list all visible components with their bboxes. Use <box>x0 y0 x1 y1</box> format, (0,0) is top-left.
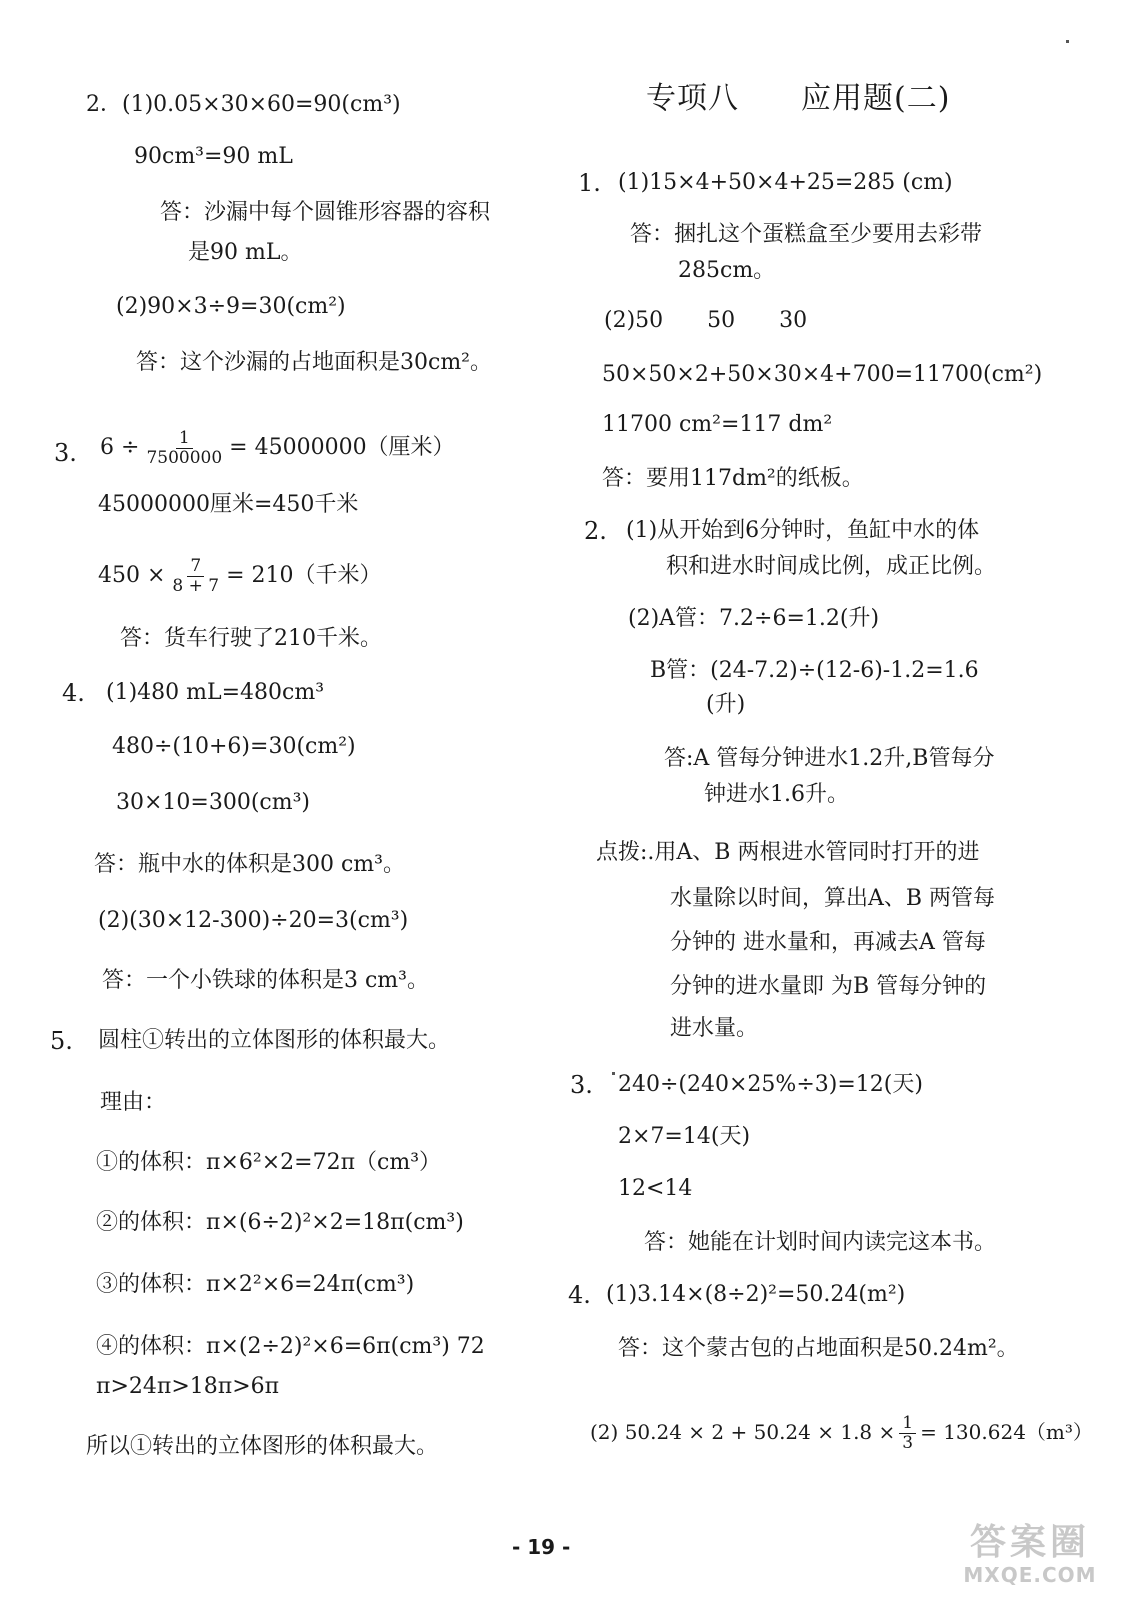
right-q3-c: 12<14 <box>618 1176 693 1201</box>
left-q3-post: = 45000000（厘米） <box>229 435 455 460</box>
right-q4-2-fraction <box>899 1414 916 1453</box>
right-tip-c: 分钟的 进水量和，再减去A 管每 <box>670 930 986 955</box>
left-q5-v1: ①的体积：π×6²×2=72π（cm³） <box>96 1150 442 1175</box>
scan-speck <box>1066 40 1069 43</box>
left-q5-v3: ③的体积：π×2²×6=24π(cm³) <box>96 1272 415 1297</box>
right-tip-b: 水量除以时间，算出A、B 两管每 <box>670 886 996 911</box>
scan-speck <box>612 1072 615 1075</box>
right-q4-2-pre: (2) 50.24 × 2 + 50.24 × 1.8 × <box>590 1420 896 1444</box>
left-q3-frac-num: 1 <box>176 429 193 449</box>
right-q1-1-answer-a: 答：捆扎这个蛋糕盒至少要用去彩带 <box>630 222 983 247</box>
left-q3-number: 3. <box>54 439 77 467</box>
watermark-bottom-text: MXQE.COM <box>963 1563 1097 1587</box>
right-q2-2c: (升) <box>706 692 746 717</box>
left-q4-1: (1)480 mL=480cm³ <box>106 680 325 705</box>
left-q3-c-post: = 210（千米） <box>226 563 382 588</box>
left-q5-v4: ④的体积：π×(2÷2)²×6=6π(cm³) 72 <box>96 1334 485 1359</box>
left-q3-b: 45000000厘米=450千米 <box>98 492 359 517</box>
right-q3-a: 240÷(240×25%÷3)=12(天) <box>618 1072 923 1097</box>
left-q3-answer: 答：货车行驶了210千米。 <box>120 626 382 651</box>
left-q5-number: 5. <box>50 1027 73 1055</box>
right-q1-1-answer-b: 285cm。 <box>678 258 776 283</box>
right-q4-2-frac-num: 1 <box>899 1414 916 1434</box>
right-q4-number: 4. <box>568 1281 591 1309</box>
left-q5-reason: 理由： <box>100 1090 167 1115</box>
left-q4-2-answer: 答：一个小铁球的体积是3 cm³。 <box>102 968 429 993</box>
right-q2-1a: (1)从开始到6分钟时，鱼缸中水的体 <box>626 518 980 543</box>
right-q1-1: (1)15×4+50×4+25=285 (cm) <box>618 170 953 195</box>
left-q2-2: (2)90×3÷9=30(cm²) <box>116 294 346 319</box>
right-q2-number: 2. <box>584 517 607 545</box>
left-q2-1-answer-a: 答：沙漏中每个圆锥形容器的容积 <box>160 200 491 225</box>
right-q2-answer-a: 答:A 管每分钟进水1.2升,B管每分 <box>664 746 995 771</box>
left-q3-c-pre: 450 × <box>98 563 166 588</box>
left-q4-1-answer: 答：瓶中水的体积是300 cm³。 <box>94 852 405 877</box>
left-q3-frac-den: 7500000 <box>146 447 223 468</box>
left-q3-fraction <box>143 429 225 468</box>
left-q5-end: 所以①转出的立体图形的体积最大。 <box>86 1434 439 1459</box>
left-q5-v2: ②的体积：π×(6÷2)²×2=18π(cm³) <box>96 1210 464 1235</box>
right-tip-e: 进水量。 <box>670 1016 759 1041</box>
right-q3-b: 2×7=14(天) <box>618 1124 751 1149</box>
right-q3-number: 3. <box>570 1071 593 1099</box>
left-q2-1-answer-b: 是90 mL。 <box>188 240 303 265</box>
right-q4-2-formula <box>590 1410 1093 1454</box>
right-q3-answer: 答：她能在计划时间内读完这本书。 <box>644 1230 997 1255</box>
watermark-logo <box>955 1522 1105 1592</box>
left-q5: 圆柱①转出的立体图形的体积最大。 <box>98 1028 451 1053</box>
page-number: - 19 - <box>512 1535 571 1559</box>
left-q4-1b: 480÷(10+6)=30(cm²) <box>112 734 356 759</box>
right-q2-2a: (2)A管：7.2÷6=1.2(升) <box>628 606 880 631</box>
left-q3-pre: 6 ÷ <box>100 435 140 460</box>
left-q3-c-frac-num: 7 <box>187 557 204 577</box>
right-q1-2-answer: 答：要用117dm²的纸板。 <box>602 466 864 491</box>
right-tip-a: 点拨:.用A、B 两根进水管同时打开的进 <box>596 840 980 865</box>
right-q2-2b: B管：(24-7.2)÷(12-6)-1.2=1.6 <box>650 658 979 683</box>
left-q5-v4b: π>24π>18π>6π <box>96 1374 280 1399</box>
left-q3-formula <box>100 426 455 470</box>
right-q4-2-post: = 130.624（m³） <box>920 1420 1093 1444</box>
right-q2-1b: 积和进水时间成比例，成正比例。 <box>666 554 997 579</box>
watermark-top-text: 答案圈 <box>969 1522 1090 1563</box>
right-q1-2c: 11700 cm²=117 dm² <box>602 412 833 437</box>
right-tip-d: 分钟的进水量即 为B 管每分钟的 <box>670 974 987 999</box>
left-q3-c-formula <box>98 554 382 598</box>
right-q4-1-answer: 答：这个蒙古包的占地面积是50.24m²。 <box>618 1336 1019 1361</box>
left-q2-1: 2．(1)0.05×30×60=90(cm³) <box>86 92 401 117</box>
left-q2-1b: 90cm³=90 mL <box>134 144 293 169</box>
right-q4-1: (1)3.14×(8÷2)²=50.24(m²) <box>606 1282 906 1307</box>
left-q4-2: (2)(30×12-300)÷20=3(cm³) <box>98 908 409 933</box>
left-q2-2-answer: 答：这个沙漏的占地面积是30cm²。 <box>136 350 492 375</box>
left-q4-1c: 30×10=300(cm³) <box>116 790 311 815</box>
left-q4-number: 4. <box>62 679 85 707</box>
right-q1-number: 1. <box>578 169 601 197</box>
right-q4-2-frac-den: 3 <box>902 1433 914 1453</box>
right-q1-2: (2)50 50 30 <box>604 308 808 333</box>
right-q2-answer-b: 钟进水1.6升。 <box>704 782 849 807</box>
section-title: 专项八 应用题(二) <box>646 81 951 116</box>
left-q3-c-fraction <box>169 557 222 596</box>
left-q3-c-frac-den: 8 + 7 <box>172 575 220 596</box>
right-q1-2b: 50×50×2+50×30×4+700=11700(cm²) <box>602 362 1043 387</box>
